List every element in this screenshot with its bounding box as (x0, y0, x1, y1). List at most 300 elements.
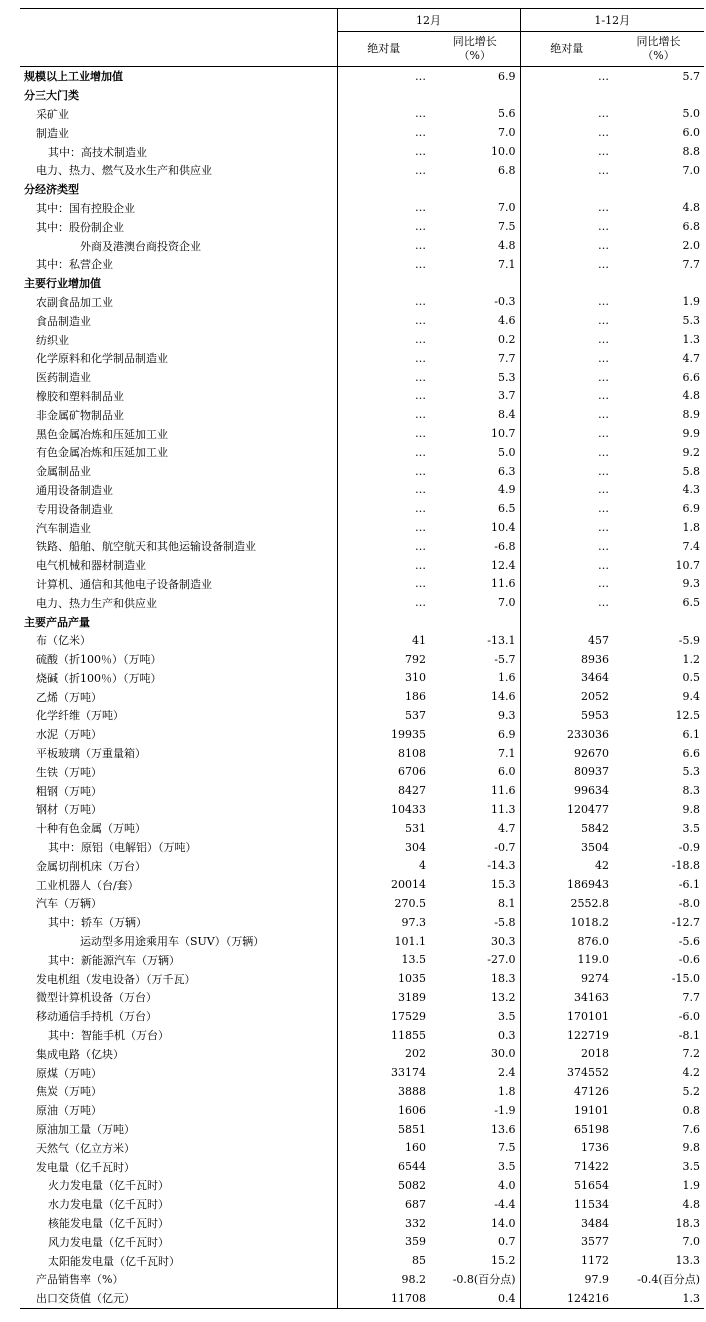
dec-absolute-cell: … (337, 255, 430, 274)
dec-yoy-cell: 6.3 (498, 464, 516, 478)
dec-yoy-cell: 6.5 (498, 502, 516, 516)
ytd-absolute-cell: 122719 (520, 1026, 613, 1045)
table-row (20, 1232, 704, 1251)
header-jan-dec: 1-12月 (520, 9, 704, 32)
ytd-absolute-cell: … (520, 311, 613, 330)
ytd-yoy-cell: -15.0 (671, 972, 700, 986)
ytd-absolute-cell: 3504 (520, 838, 613, 857)
row-label: 水泥（万吨） (36, 728, 102, 742)
table-row (20, 650, 704, 669)
dec-absolute-cell: … (337, 349, 430, 368)
row-label: 食品制造业 (36, 314, 91, 328)
dec-absolute-cell: … (337, 537, 430, 556)
section-header-row (20, 180, 704, 199)
row-label: 电力、热力、燃气及水生产和供应业 (36, 164, 212, 178)
ytd-yoy-cell: 1.9 (682, 1178, 700, 1192)
ytd-absolute-cell: 374552 (520, 1063, 613, 1082)
dec-absolute-cell: … (337, 199, 430, 218)
dec-absolute-cell: 85 (337, 1251, 430, 1270)
dec-yoy-cell (430, 86, 520, 105)
row-label: 其中：原铝（电解铝）（万吨） (48, 841, 197, 855)
section-title: 分三大门类 (24, 89, 79, 103)
dec-absolute-cell: 6544 (337, 1157, 430, 1176)
dec-absolute-cell: … (337, 405, 430, 424)
ytd-yoy-cell: -6.1 (678, 878, 700, 892)
ytd-yoy-cell: 7.0 (682, 1235, 700, 1249)
section-header-row (20, 274, 704, 293)
table-row (20, 424, 704, 443)
section-title: 主要行业增加值 (24, 277, 101, 291)
ytd-absolute-cell: … (520, 481, 613, 500)
ytd-yoy-cell: 3.5 (682, 821, 700, 835)
dec-absolute-cell (337, 86, 430, 105)
table-row (20, 330, 704, 349)
table-row (20, 462, 704, 481)
dec-yoy-cell: 15.3 (491, 878, 516, 892)
dec-yoy-cell: 6.0 (498, 765, 516, 779)
dec-absolute-cell: 10433 (337, 800, 430, 819)
ytd-absolute-cell: 11534 (520, 1195, 613, 1214)
table-row (20, 969, 704, 988)
header-dec-yoy-line2: （%） (458, 49, 491, 62)
row-label: 其中：私营企业 (36, 258, 113, 272)
ytd-absolute-cell: 876.0 (520, 932, 613, 951)
ytd-yoy-cell: 6.6 (682, 746, 700, 760)
row-label: 焦炭（万吨） (36, 1085, 102, 1099)
row-label: 发电量（亿千瓦时） (36, 1160, 135, 1174)
ytd-yoy-cell: 1.2 (682, 652, 700, 666)
table-row (20, 405, 704, 424)
table-row (20, 856, 704, 875)
ytd-absolute-cell (520, 274, 613, 293)
ytd-absolute-cell: … (520, 123, 613, 142)
table-row (20, 950, 704, 969)
ytd-absolute-cell: … (520, 443, 613, 462)
table-row (20, 1270, 704, 1289)
dec-yoy-cell: 4.8 (498, 239, 516, 253)
dec-yoy-cell: 9.3 (498, 708, 516, 722)
row-label: 金属制品业 (36, 465, 91, 479)
dec-yoy-cell: 10.4 (491, 521, 516, 535)
dec-yoy-cell: 7.1 (498, 746, 516, 760)
row-label: 硫酸（折100％）（万吨） (36, 653, 162, 667)
table-row (20, 762, 704, 781)
ytd-yoy-cell: 1.9 (682, 295, 700, 309)
row-label: 工业机器人（台/套） (36, 878, 139, 892)
row-label: 发电机组（发电设备）（万千瓦） (36, 972, 196, 986)
dec-absolute-cell: … (337, 236, 430, 255)
dec-yoy-cell: 13.2 (491, 990, 516, 1004)
ytd-yoy-cell: 9.4 (682, 690, 700, 704)
dec-yoy-cell: 0.4 (430, 1289, 520, 1308)
dec-yoy-cell: 11.6 (491, 784, 516, 798)
dec-yoy-cell: 7.0 (498, 126, 516, 140)
table-row (20, 499, 704, 518)
dec-absolute-cell: … (337, 142, 430, 161)
dec-yoy-cell: 1.6 (498, 671, 516, 685)
dec-yoy-cell: 7.1 (498, 257, 516, 271)
ytd-absolute-cell: 47126 (520, 1082, 613, 1101)
ytd-yoy-cell: -0.6 (678, 953, 700, 967)
ytd-yoy-cell: 4.7 (682, 351, 700, 365)
ytd-absolute-cell: … (520, 255, 613, 274)
dec-absolute-cell: … (337, 105, 430, 124)
ytd-absolute-cell: 233036 (520, 725, 613, 744)
ytd-absolute-cell: 80937 (520, 762, 613, 781)
row-label: 风力发电量（亿千瓦时） (48, 1235, 169, 1249)
dec-yoy-cell: 5.6 (498, 107, 516, 121)
ytd-yoy-cell (613, 180, 704, 199)
ytd-absolute-cell: … (520, 142, 613, 161)
dec-absolute-cell: 5082 (337, 1176, 430, 1195)
ytd-absolute-cell: … (520, 518, 613, 537)
ytd-absolute-cell: … (520, 424, 613, 443)
dec-yoy-cell: 4.6 (498, 314, 516, 328)
table-row (20, 1251, 704, 1270)
row-label: 外商及港澳台商投资企业 (80, 239, 201, 253)
dec-absolute-cell: … (337, 518, 430, 537)
dec-yoy-cell: 0.3 (498, 1028, 516, 1042)
dec-yoy-cell: 8.1 (498, 896, 516, 910)
header-dec-yoy-line1: 同比增长 (452, 35, 497, 48)
ytd-yoy-cell: -8.1 (678, 1028, 700, 1042)
dec-absolute-cell: … (337, 499, 430, 518)
table-row (20, 687, 704, 706)
ytd-absolute-cell: … (520, 405, 613, 424)
dec-absolute-cell: 8427 (337, 781, 430, 800)
dec-yoy-cell: 30.3 (491, 934, 516, 948)
row-label: 采矿业 (36, 107, 69, 121)
ytd-absolute-cell: 1018.2 (520, 913, 613, 932)
row-label: 金属切削机床（万台） (36, 859, 146, 873)
row-label: 原油加工量（万吨） (36, 1123, 135, 1137)
table-row (20, 1214, 704, 1233)
ytd-absolute-cell: … (520, 199, 613, 218)
table-row (20, 819, 704, 838)
row-label: 专用设备制造业 (36, 502, 113, 516)
ytd-absolute-cell: … (520, 537, 613, 556)
dec-absolute-cell: … (337, 293, 430, 312)
header-ytd-yoy-line1: 同比增长 (636, 35, 681, 48)
table-row (20, 236, 704, 255)
ytd-yoy-cell: 4.8 (682, 1197, 700, 1211)
ytd-absolute-cell: … (520, 593, 613, 612)
row-label: 出口交货值（亿元） (20, 1289, 337, 1308)
ytd-absolute-cell: 71422 (520, 1157, 613, 1176)
dec-yoy-cell: 0.7 (498, 1235, 516, 1249)
dec-yoy-cell: 6.9 (498, 727, 516, 741)
dec-absolute-cell: 13.5 (337, 950, 430, 969)
ytd-absolute-cell: … (520, 387, 613, 406)
dec-absolute-cell (337, 180, 430, 199)
ytd-yoy-cell: 8.8 (682, 145, 700, 159)
ytd-yoy-cell: 7.2 (682, 1047, 700, 1061)
row-label: 计算机、通信和其他电子设备制造业 (36, 577, 212, 591)
table-row (20, 311, 704, 330)
dec-yoy-cell: 7.0 (498, 201, 516, 215)
table-row (20, 349, 704, 368)
dec-yoy-cell: 6.8 (498, 163, 516, 177)
ytd-yoy-cell: -0.4(百分点) (637, 1273, 700, 1287)
ytd-absolute-cell: 124216 (520, 1289, 613, 1308)
ytd-absolute-cell: … (520, 67, 613, 86)
table-row (20, 105, 704, 124)
row-label: 其中：国有控股企业 (36, 201, 135, 215)
table-row (20, 368, 704, 387)
dec-absolute-cell: 1606 (337, 1101, 430, 1120)
table-row (20, 744, 704, 763)
dec-yoy-cell: -6.8 (494, 539, 516, 553)
ytd-yoy-cell: 9.8 (682, 802, 700, 816)
dec-absolute-cell: … (337, 123, 430, 142)
row-label: 核能发电量（亿千瓦时） (48, 1217, 169, 1230)
ytd-yoy-cell: 4.2 (682, 1066, 700, 1080)
ytd-absolute-cell: 19101 (520, 1101, 613, 1120)
dec-yoy-cell: -4.4 (494, 1197, 516, 1211)
ytd-yoy-cell: -18.8 (671, 859, 700, 873)
dec-yoy-cell: -13.1 (487, 633, 516, 647)
ytd-yoy-cell (613, 86, 704, 105)
ytd-absolute-cell: 2552.8 (520, 894, 613, 913)
table-row (20, 1063, 704, 1082)
ytd-absolute-cell: … (520, 499, 613, 518)
header-dec-absolute: 绝对量 (337, 32, 430, 67)
dec-yoy-cell: 14.0 (491, 1216, 516, 1230)
table-row (20, 443, 704, 462)
ytd-yoy-cell: 7.0 (682, 163, 700, 177)
ytd-absolute-cell (520, 612, 613, 631)
table-row (20, 932, 704, 951)
dec-absolute-cell: … (337, 481, 430, 500)
dec-yoy-cell: 5.0 (498, 445, 516, 459)
row-label: 移动通信手持机（万台） (36, 1010, 157, 1024)
row-label: 电力、热力生产和供应业 (36, 596, 157, 610)
table-row (20, 217, 704, 236)
section-title: 主要产品产量 (24, 615, 90, 629)
table-row (20, 556, 704, 575)
row-label: 太阳能发电量（亿千瓦时） (48, 1254, 180, 1268)
row-label: 乙烯（万吨） (36, 690, 102, 704)
header-ytd-yoy-line2: （%） (642, 49, 675, 62)
table-row (20, 913, 704, 932)
ytd-yoy-cell: 3.5 (682, 1160, 700, 1174)
ytd-yoy-cell: -8.0 (678, 896, 700, 910)
table-row (20, 875, 704, 894)
ytd-absolute-cell: 1172 (520, 1251, 613, 1270)
ytd-absolute-cell: 1736 (520, 1138, 613, 1157)
ytd-absolute-cell (520, 86, 613, 105)
ytd-absolute-cell: … (520, 575, 613, 594)
dec-absolute-cell: … (337, 575, 430, 594)
dec-absolute-cell: 5851 (337, 1120, 430, 1139)
row-label: 粗钢（万吨） (36, 784, 102, 798)
dec-yoy-cell: 7.5 (498, 220, 516, 234)
dec-absolute-cell (337, 612, 430, 631)
ytd-absolute-cell: 457 (520, 631, 613, 650)
dec-yoy-cell: 4.9 (498, 483, 516, 497)
ytd-yoy-cell: 5.7 (682, 69, 700, 83)
ytd-yoy-cell: -12.7 (671, 915, 700, 929)
ytd-yoy-cell: -0.9 (678, 840, 700, 854)
row-label: 烧碱（折100％）（万吨） (36, 671, 162, 685)
row-label: 电气机械和器材制造业 (36, 559, 146, 573)
dec-yoy-cell: -1.9 (494, 1103, 516, 1117)
dec-absolute-cell: … (337, 424, 430, 443)
dec-yoy-cell: 14.6 (491, 690, 516, 704)
dec-absolute-cell: 332 (337, 1214, 430, 1233)
header-ytd-absolute: 绝对量 (520, 32, 613, 67)
table-row (20, 67, 704, 86)
dec-yoy-cell: 3.7 (498, 389, 516, 403)
row-label: 钢材（万吨） (36, 803, 102, 817)
row-label: 集成电路（亿块） (36, 1047, 124, 1061)
dec-absolute-cell: 33174 (337, 1063, 430, 1082)
row-label: 原油（万吨） (36, 1104, 102, 1118)
ytd-yoy-cell: 4.8 (682, 389, 700, 403)
ytd-yoy-cell: 1.3 (613, 1289, 704, 1308)
row-label: 橡胶和塑料制品业 (36, 389, 124, 403)
ytd-yoy-cell: 6.8 (682, 220, 700, 234)
dec-absolute-cell: 3888 (337, 1082, 430, 1101)
dec-absolute-cell: 537 (337, 706, 430, 725)
ytd-yoy-cell (613, 274, 704, 293)
dec-yoy-cell: 11.6 (491, 577, 516, 591)
table-row (20, 1007, 704, 1026)
dec-yoy-cell: 7.7 (498, 351, 516, 365)
dec-yoy-cell: 10.0 (491, 145, 516, 159)
ytd-yoy-cell: 7.7 (682, 990, 700, 1004)
dec-absolute-cell: … (337, 161, 430, 180)
header-blank-cell (20, 9, 337, 67)
table-row (20, 1289, 704, 1308)
header-december: 12月 (337, 9, 520, 32)
row-label: 其中：轿车（万辆） (48, 916, 147, 930)
ytd-absolute-cell: … (520, 217, 613, 236)
row-label: 微型计算机设备（万台） (36, 991, 157, 1005)
ytd-yoy-cell: 8.9 (682, 408, 700, 422)
dec-absolute-cell: … (337, 556, 430, 575)
table-row (20, 838, 704, 857)
ytd-yoy-cell: -6.0 (678, 1009, 700, 1023)
table-row (20, 988, 704, 1007)
row-label: 规模以上工业增加值 (24, 70, 123, 84)
table-row (20, 1195, 704, 1214)
ytd-absolute-cell: 119.0 (520, 950, 613, 969)
row-label: 黑色金属冶炼和压延加工业 (36, 427, 168, 441)
dec-absolute-cell: 270.5 (337, 894, 430, 913)
dec-yoy-cell: 0.2 (498, 333, 516, 347)
dec-absolute-cell: 6706 (337, 762, 430, 781)
table-row (20, 1120, 704, 1139)
dec-yoy-cell: 7.0 (498, 596, 516, 610)
ytd-absolute-cell: … (520, 349, 613, 368)
ytd-absolute-cell: 3464 (520, 669, 613, 688)
dec-absolute-cell: 531 (337, 819, 430, 838)
ytd-absolute-cell: … (520, 236, 613, 255)
dec-absolute-cell: 359 (337, 1232, 430, 1251)
table-row (20, 1082, 704, 1101)
row-label: 制造业 (36, 126, 69, 140)
dec-absolute-cell: 792 (337, 650, 430, 669)
row-label: 其中：股份制企业 (36, 220, 124, 234)
dec-absolute-cell: 687 (337, 1195, 430, 1214)
ytd-yoy-cell: 5.3 (682, 765, 700, 779)
ytd-yoy-cell: 7.6 (682, 1122, 700, 1136)
dec-absolute-cell: … (337, 443, 430, 462)
ytd-yoy-cell: 6.5 (682, 596, 700, 610)
ytd-yoy-cell: 0.8 (682, 1103, 700, 1117)
dec-absolute-cell: 11708 (337, 1289, 430, 1308)
row-label: 火力发电量（亿千瓦时） (48, 1179, 169, 1193)
ytd-yoy-cell (613, 612, 704, 631)
dec-yoy-cell: -5.7 (494, 652, 516, 666)
ytd-yoy-cell: 9.3 (682, 577, 700, 591)
dec-yoy-cell: 7.5 (498, 1141, 516, 1155)
ytd-absolute-cell: 8936 (520, 650, 613, 669)
row-label: 布（亿米） (36, 634, 91, 648)
dec-absolute-cell: … (337, 217, 430, 236)
row-label: 其中：高技术制造业 (48, 145, 147, 159)
row-label: 汽车制造业 (36, 521, 91, 535)
table-row (20, 255, 704, 274)
ytd-yoy-cell: 5.3 (682, 314, 700, 328)
table-row (20, 1157, 704, 1176)
ytd-yoy-cell: 5.0 (682, 107, 700, 121)
dec-absolute-cell: … (337, 330, 430, 349)
ytd-absolute-cell: … (520, 330, 613, 349)
ytd-absolute-cell: 65198 (520, 1120, 613, 1139)
table-row (20, 518, 704, 537)
dec-yoy-cell: -0.8(百分点) (452, 1273, 516, 1287)
ytd-absolute-cell: 42 (520, 856, 613, 875)
row-label: 产品销售率（%） (36, 1273, 124, 1287)
row-label: 水力发电量（亿千瓦时） (48, 1198, 169, 1212)
dec-yoy-cell: -14.3 (487, 859, 516, 873)
dec-yoy-cell: 12.4 (491, 558, 516, 572)
dec-absolute-cell: 186 (337, 687, 430, 706)
dec-absolute-cell: 1035 (337, 969, 430, 988)
section-header-row (20, 86, 704, 105)
dec-yoy-cell (430, 180, 520, 199)
ytd-absolute-cell: … (520, 105, 613, 124)
table-row (20, 123, 704, 142)
ytd-absolute-cell: 97.9 (520, 1270, 613, 1289)
dec-yoy-cell: 3.5 (498, 1009, 516, 1023)
row-label: 医药制造业 (36, 371, 91, 385)
ytd-yoy-cell: 5.2 (682, 1084, 700, 1098)
ytd-absolute-cell: 186943 (520, 875, 613, 894)
ytd-yoy-cell: 2.0 (682, 239, 700, 253)
dec-absolute-cell: 17529 (337, 1007, 430, 1026)
dec-yoy-cell: 10.7 (491, 427, 516, 441)
ytd-yoy-cell: 7.4 (682, 539, 700, 553)
dec-yoy-cell: 3.5 (498, 1160, 516, 1174)
row-label: 原煤（万吨） (36, 1066, 102, 1080)
dec-absolute-cell: … (337, 311, 430, 330)
dec-absolute-cell: 4 (337, 856, 430, 875)
dec-absolute-cell: 202 (337, 1044, 430, 1063)
table-body (20, 67, 704, 1309)
dec-yoy-cell: 4.0 (498, 1178, 516, 1192)
dec-yoy-cell: 5.3 (498, 370, 516, 384)
ytd-absolute-cell: 5842 (520, 819, 613, 838)
dec-yoy-cell: 6.9 (498, 69, 516, 83)
dec-absolute-cell: 98.2 (337, 1270, 430, 1289)
ytd-yoy-cell: 18.3 (675, 1216, 700, 1230)
ytd-absolute-cell: … (520, 293, 613, 312)
ytd-yoy-cell: 6.6 (682, 370, 700, 384)
ytd-yoy-cell: 12.5 (675, 708, 700, 722)
